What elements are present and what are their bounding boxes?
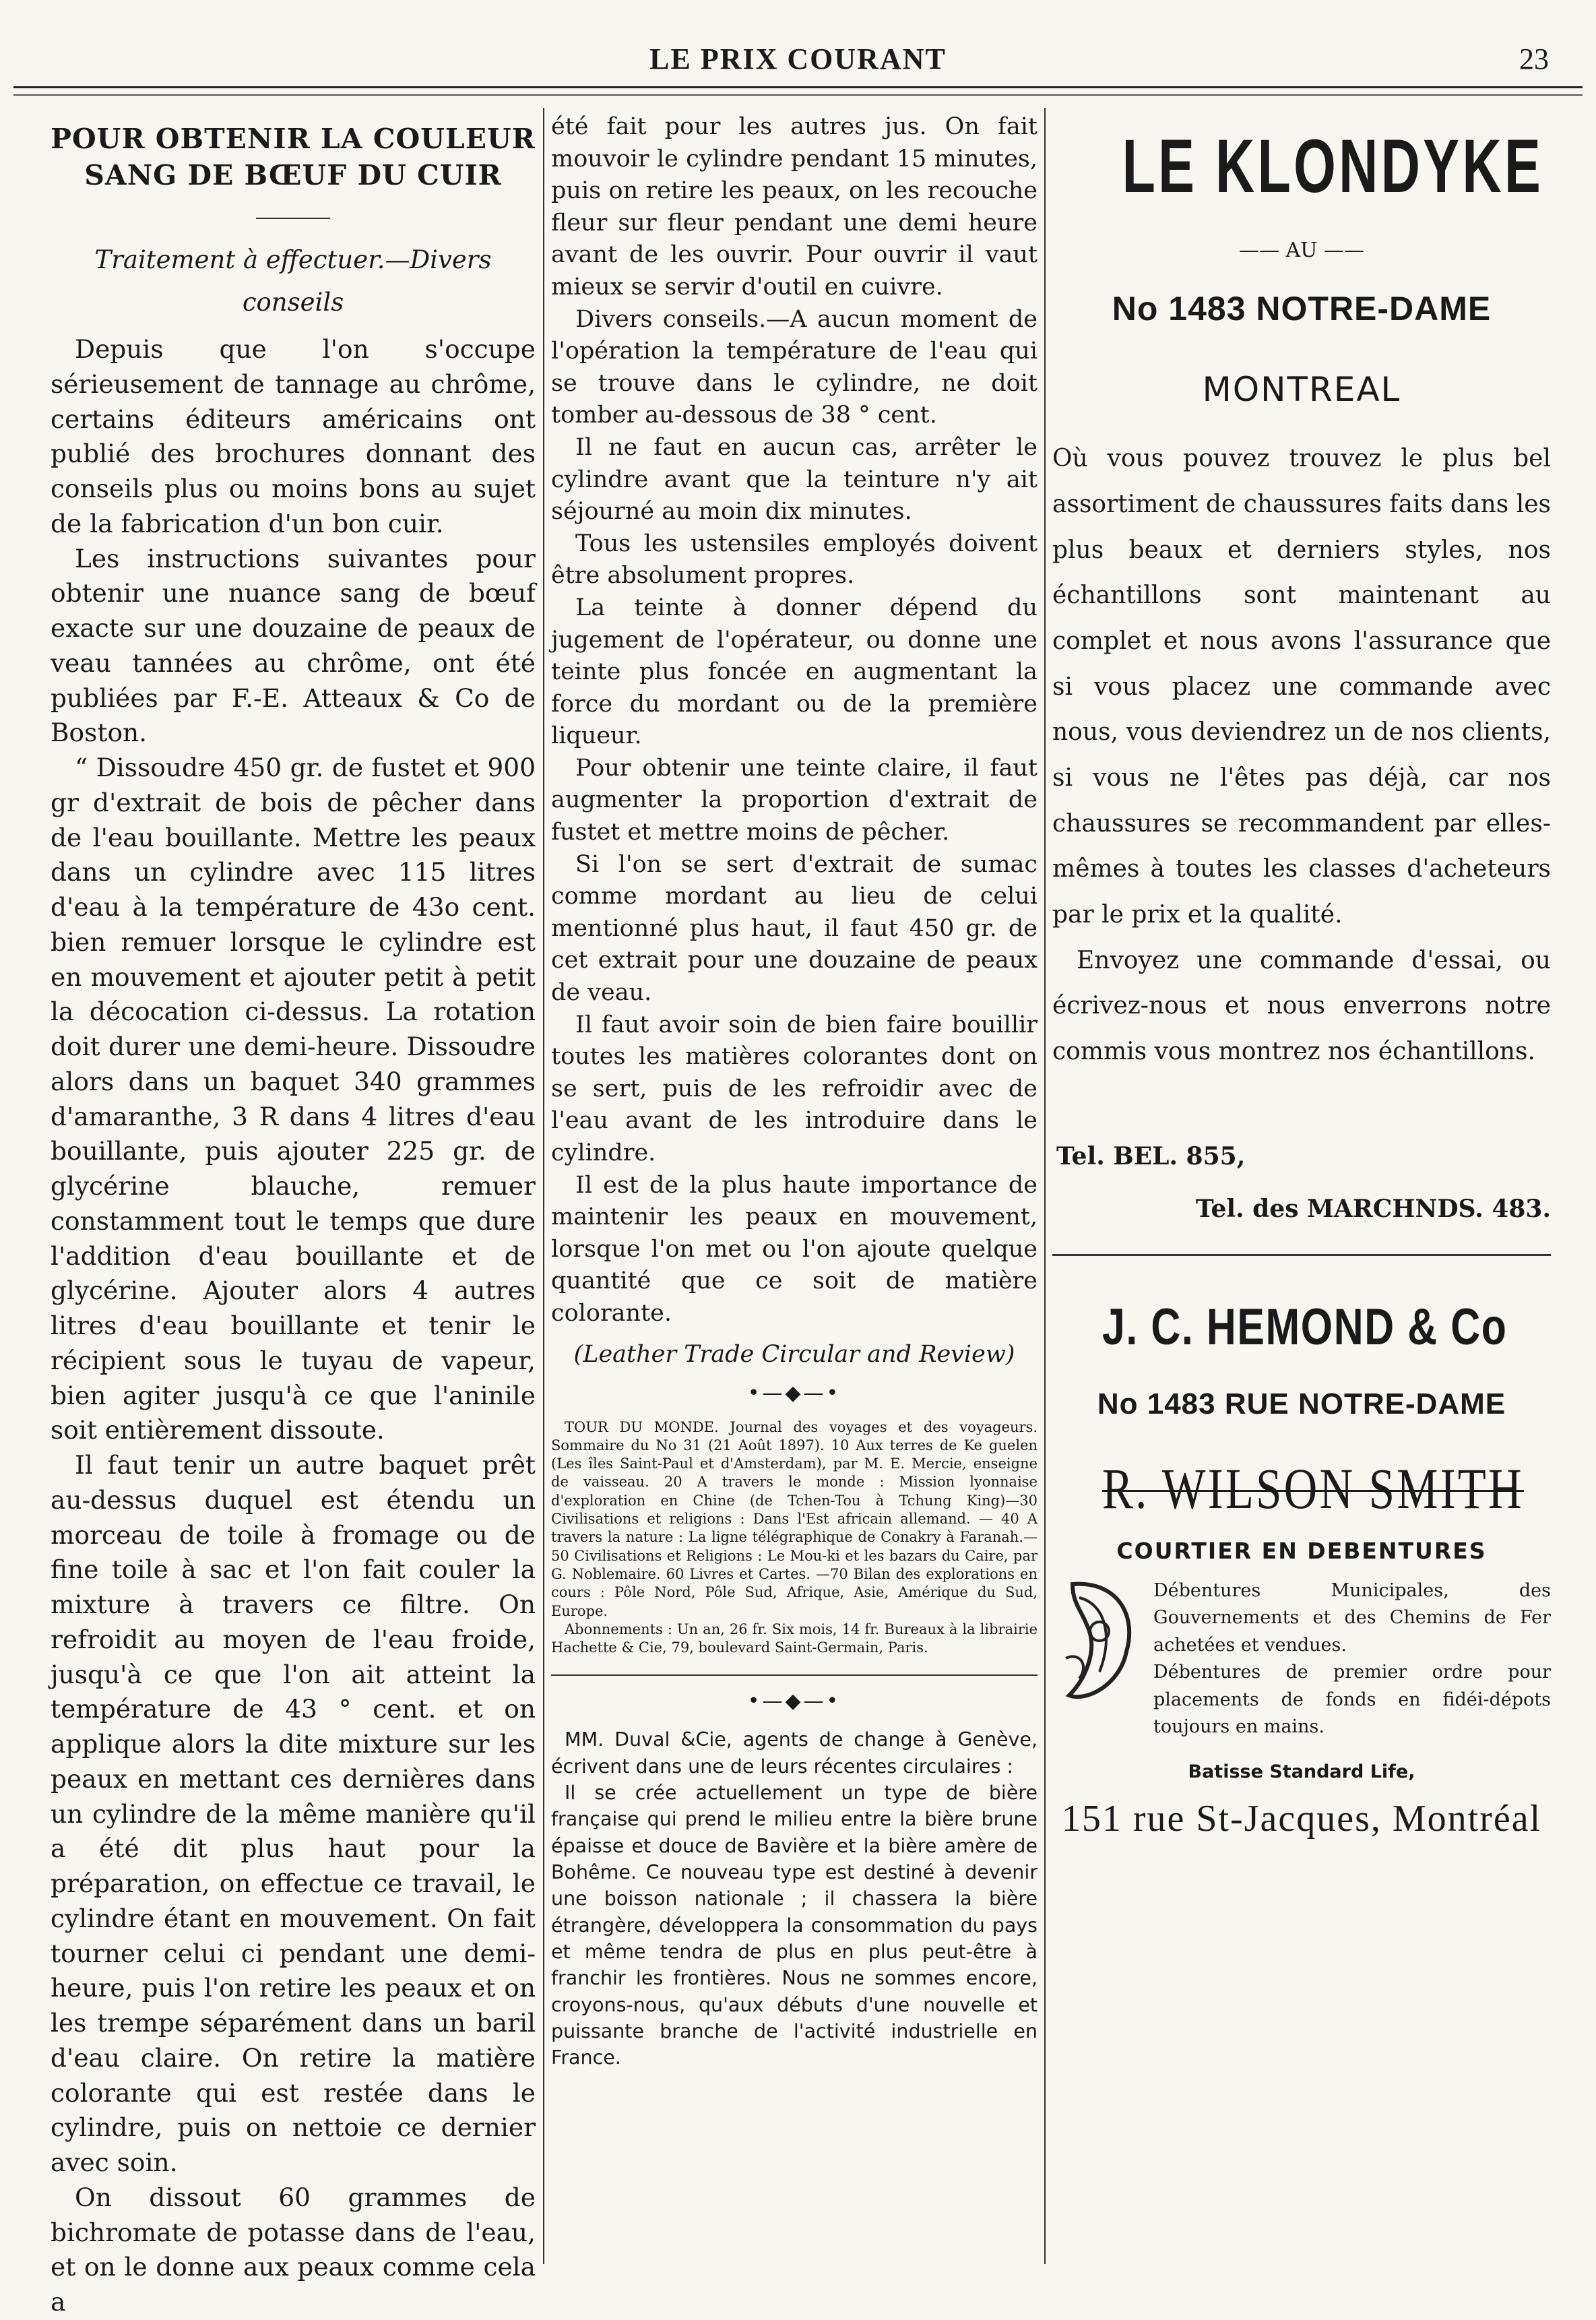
ad-debentures-block — [1052, 1577, 1551, 1741]
column-article-cuir — [51, 111, 536, 2317]
paragraph: Depuis que l'on s'occupe sérieusement de tannage au chrôme, certains éditeurs américains ont publié des brochures donnant des conseils plus ou moins bons au sujet de la fabrication d'un bon cuir. — [51, 334, 536, 538]
tour-du-monde-subscription: Abonnements : Un an, 26 fr. Six mois, 14 fr. Bureaux à la librairie Hachette & Cie, 79, boulevard Saint-Germain, Paris. — [551, 1621, 1038, 1656]
ad-hemond-name: J. C. HEMOND & Co — [1102, 1298, 1508, 1356]
paragraph: La teinte à donner dépend du jugement de l'opérateur, ou donne une teinte plus foncée en augmentant la force du mordant ou de la première liqueur. — [551, 594, 1038, 750]
header-rule — [13, 86, 1583, 88]
paragraph: Il ne faut en aucun cas, arrêter le cylindre avant que la teinture n'y ait séjourné au moin dix minutes. — [551, 433, 1038, 526]
ad-au: —— AU —— — [1238, 239, 1365, 263]
paragraph: Il faut tenir un autre baquet prêt au-dessus duquel est étendu un morceau de toile à fromage ou de fine toile à sac et l'on fait couler la mixture à travers ce filtre. On refroidit au moyen de l'eau froide, jusqu'à ce que l'on ait atteint la température de 43 ° cent. et on applique alors la dite mixture sur les peaux en mettant ces dernières dans un cylindre de la même manière qu'il a été dit plus haut pour la préparation, on effectue ce travail, le cylindre étant en mouvement. On fait tourner celui ci pendant une demi-heure, puis l'on retire les peaux et on les trempe séparément dans un baril d'eau claire. On retire la matière colorante qui est restée dans le cylindre, puis on nettoie ce dernier avec soin. — [51, 1450, 536, 2177]
page-number: 23 — [1519, 42, 1549, 75]
ad-batisse: Batisse Standard Life, — [1188, 1761, 1415, 1782]
tour-du-monde-notice: TOUR DU MONDE. Journal des voyages et des voyageurs. Sommaire du No 31 (21 Août 1897). 10 Aux terres de Ke guelen (Les îles Saint-Paul et d'Amsterdam), par M. E. Mercie, enseigne de vaisseau. 20 A travers le monde : Mission lyonnaise d'exploration en Chine (de Tchen-Tou à Tchung King)—30 Civilisations et religions : Dans l'Est africain allemand. — 40 A travers la nature : La ligne télégraphique de Conakry à Faranah.—50 Civilisations et Religions : Le Mou-ki et les bazars du Caire, par G. Noblemaire. 60 Livres et Cartes. —70 Bilan des explorations en cours : Pôle Nord, Pôle Sud, Afrique, Asie, Amérique du Sud, Europe. — [551, 1418, 1038, 1619]
article-subtitle: Traitement à effectuer.—Divers conseils — [94, 245, 492, 317]
paragraph: Il faut avoir soin de bien faire bouillir toutes les matières colorantes dont on se sert, puis de les refroidir avec de l'eau avant de les introduire dans le cylindre. — [551, 1011, 1038, 1166]
ad-city: MONTREAL — [1202, 370, 1401, 410]
paragraph: Tous les ustensiles employés doivent être absolument propres. — [551, 530, 1038, 590]
column-divider — [543, 108, 544, 2264]
ad-wilson-name: R. WILSON SMITH — [1102, 1455, 1524, 1521]
paragraph: Divers conseils.—A aucun moment de l'opération la température de l'eau qui se trouve dans le cylindre, ne doit tomber au-dessous de 38 ° cent. — [551, 305, 1038, 429]
article-title: POUR OBTENIR LA COULEUR SANG DE BŒUF DU CUIR — [51, 123, 536, 192]
paragraph: Les instructions suivantes pour obtenir une nuance sang de bœuf exacte sur une douzaine de peaux de veau tannées au chrôme, ont été publiées par F.-E. Atteaux & Co de Boston. — [51, 543, 536, 748]
ad-rule — [1052, 1254, 1551, 1256]
ad-address: No 1483 NOTRE-DAME — [1112, 290, 1492, 328]
ornament-divider: •—◆—• — [747, 1381, 841, 1405]
ornament-divider: •—◆—• — [747, 1689, 841, 1714]
ad-footer-address: 151 rue St-Jacques, Montréal — [1061, 1797, 1542, 1840]
ad-paragraph: Où vous pouvez trouvez le plus bel assortiment de chaussures faits dans les plus beaux et derniers styles, nos échantillons sont maintenant au complet et nous avons l'assurance que si vous placez une commande avec nous, vous deviendrez un de nos clients, si vous ne l'êtes pas déjà, car nos chaussures se recommandent par elles-mêmes à toutes les classes d'acheteurs par le prix et la qualité. — [1052, 445, 1551, 929]
duval-text: Il se crée actuellement un type de bière française qui prend le milieu entre la bière brune épaisse et douce de Bavière et la bière amère de Bohême. Ce nouveau type est destiné à devenir une boisson nationale ; il chassera la bière étrangère, développera la consommation du pays et même tendra de plus en plus peut-être à franchir les frontières. Nous ne sommes encore, croyons-nous, qu'aux débuts d'une nouvelle et puissante branche de l'activité industrielle en France. — [551, 1782, 1038, 2069]
column-divider — [1044, 108, 1046, 2264]
paragraph: Pour obtenir une teinte claire, il faut augmenter la proportion d'extrait de fustet et mettre moins de pêcher. — [551, 754, 1038, 846]
paragraph: On dissout 60 grammes de bichromate de potasse dans de l'eau, et on le donne aux peaux comme cela a — [51, 2182, 536, 2317]
ad-courtier: COURTIER EN DEBENTURES — [1116, 1537, 1487, 1564]
article-source: (Leather Trade Circular and Review) — [573, 1340, 1015, 1368]
header-rule-thin — [13, 94, 1583, 96]
ad-paragraph: Envoyez une commande d'essai, ou écrivez-nous et nous enverrons notre commis vous montrez nos échantillons. — [1052, 946, 1551, 1065]
paragraph: été fait pour les autres jus. On fait mouvoir le cylindre pendant 15 minutes, puis on retire les peaux, on les recouche fleur sur fleur pendant une demi heure avant de les ouvrir. Pour ouvrir il vaut mieux se servir d'outil en cuivre. — [551, 113, 1038, 301]
column-article-continued — [551, 111, 1038, 2281]
ad-debentures-text: Débentures de premier ordre pour placements de fonds en fidéi-dépots toujours en mains. — [1153, 1662, 1551, 1738]
paragraph: Si l'on se sert d'extrait de sumac comme mordant au lieu de celui mentionné plus haut, il faut 450 gr. de cet extrait pour une douzaine de peaux de veau. — [551, 850, 1038, 1007]
ad-debentures-text: Débentures Municipales, des Gouvernements et des Chemins de Fer achetées et vendues. — [1153, 1579, 1551, 1656]
paragraph: “ Dissoudre 450 gr. de fustet et 900 gr d'extrait de bois de pêcher dans de l'eau bouillante. Mettre les peaux dans un cylindre avec 115 litres d'eau à la température de 43o cent. bien remuer lorsque le cylindre est en mouvement et ajouter petit à petit la décocation ci-dessus. La rotation doit durer une demi-heure. Dissoudre alors dans un baquet 340 grammes d'amaranthe, 3 R dans 4 litres d'eau bouillante, puis ajouter 225 gr. de glycérine blauche, remuer constamment tout le temps que dure l'addition d'eau bouillante et de glycérine. Ajouter alors 4 autres litres d'eau bouillante et tenir le récipient sous le tuyau de vapeur, bien agiter jusqu'à ce que l'aninile soit entièrement dissoute. — [51, 753, 536, 1445]
column-advertisements — [1052, 111, 1551, 2281]
ornamental-letter-d-icon — [1059, 1577, 1140, 1705]
ad-telephone-marchands: Tel. des MARCHNDS. 483. — [1195, 1194, 1551, 1223]
duval-intro: MM. Duval &Cie, agents de change à Genève, écrivent dans une de leurs récentes circulaires : — [551, 1728, 1038, 1778]
ad-telephone-bell: Tel. BEL. 855, — [1056, 1141, 1246, 1170]
section-rule — [551, 1674, 1038, 1676]
title-rule — [256, 218, 330, 219]
page-title: LE PRIX COURANT — [649, 42, 947, 75]
paragraph: Il est de la plus haute importance de maintenir les peaux en mouvement, lorsque l'on met ou l'on ajoute quelque quantité que ce soit de matière colorante. — [551, 1171, 1038, 1327]
ad-klondyke-title: LE KLONDYKE — [1122, 124, 1544, 208]
ad-hemond-address: No 1483 RUE NOTRE-DAME — [1097, 1387, 1506, 1420]
